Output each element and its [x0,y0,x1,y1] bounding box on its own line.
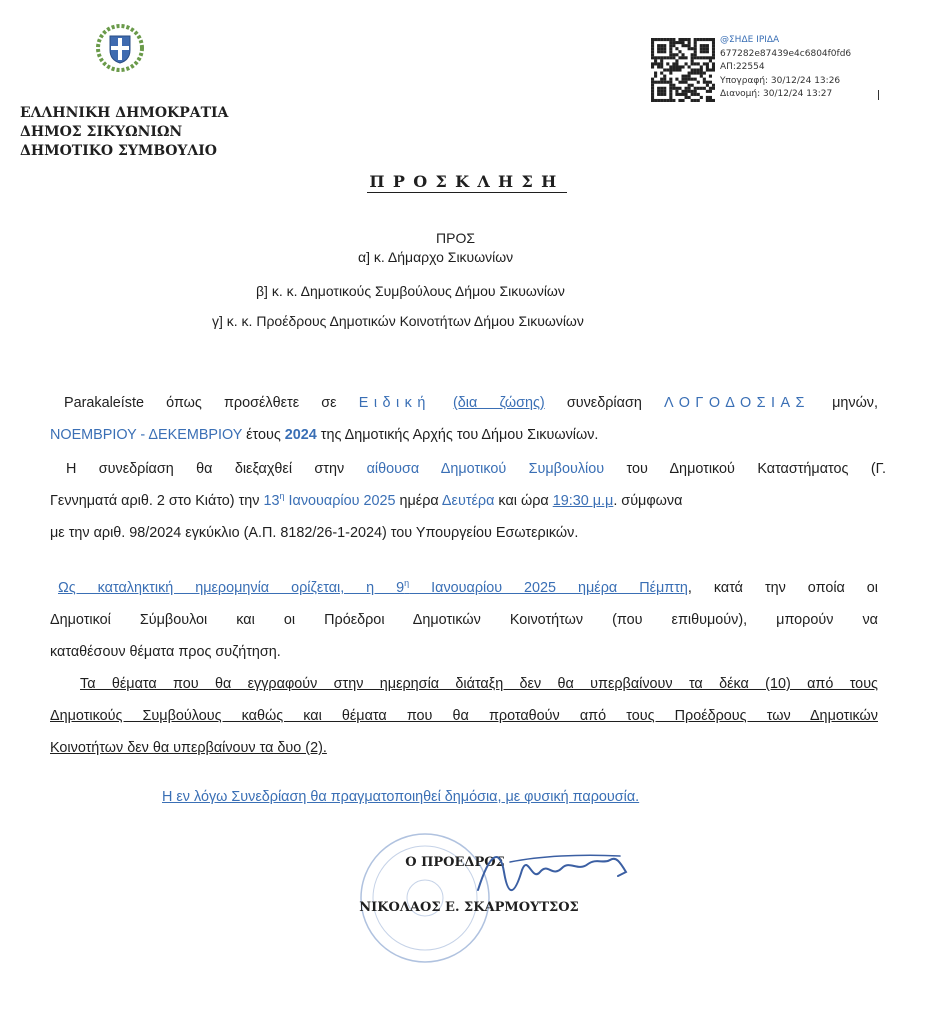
special-session: Ειδική [358,395,431,411]
paragraph-session [50,387,878,451]
irida-distributed: Διανομή: 30/12/24 13:27 [720,89,833,99]
public-session-note: Η εν λόγω Συνεδρίαση θα πραγματοποιηθεί δημόσια, με φυσική παρουσία. [162,789,640,805]
p1-text-5: της Δημοτικής Αρχής του Δήμου Σικυωνίων. [316,427,599,443]
weekday: Δευτέρα [441,493,495,509]
p1-text-3: μηνών, [809,395,879,411]
signatory-role: Ο ΠΡΟΕΔΡΟΣ [405,855,505,870]
accountability-label: ΛΟΓΟΔΟΣΙΑΣ [663,395,810,411]
year: 2024 [284,427,317,443]
recipient-a: α] κ. Δήμαρχο Σικυωνίων [358,249,514,265]
issuer-block [20,104,228,161]
date-day: 13 [263,493,280,509]
irida-header: @ΣΗΔΕ ΙΡΙΔΑ [720,35,780,45]
page-title: ΠΡΟΣΚΛΗΣΗ [369,172,565,191]
p1-text-1: Parakaleíste όπως προσέλθετε σε [64,395,359,411]
irida-protocol: ΑΠ:22554 [720,62,765,72]
signatory-name: ΝΙΚΟΛΑΟΣ Ε. ΣΚΑΡΜΟΥΤΣΟΣ [359,900,579,915]
venue-hall: αίθουσα Δημοτικού Συμβουλίου [366,461,605,477]
issuer-municipality: ΔΗΜΟΣ ΣΙΚΥΩΝΙΩΝ [20,124,183,140]
irida-hash: 677282e87439e4c6804f0fd6 [720,48,852,59]
handwritten-signature-icon [470,842,640,902]
p2-text-6: . σύμφωνα [613,493,683,509]
paragraph-venue [50,453,886,549]
paragraph-agenda-limits [50,668,878,764]
meeting-time: 19:30 μ.μ [552,493,614,509]
p3-text-3: καταθέσουν θέματα προς συζήτηση. [50,644,281,660]
p2-text-7: με την αριθ. 98/2024 εγκύκλιο (Α.Π. 8182/26-1-2024) του Υπουργείου Εσωτερικών. [50,525,579,541]
deadline-text: Ως καταληκτική ημερομηνία ορίζεται, η 9 [58,580,405,596]
p1-text-2: συνεδρίαση [544,395,664,411]
p4-line-1: Τα θέματα που θα εγγραφούν στην ημερησία διάταξη δεν θα υπερβαίνουν τα δέκα (10) από τους [80,676,878,692]
greek-emblem-icon [94,22,146,74]
paragraph-public [162,781,782,813]
margin-mark [878,90,879,100]
date-month: Ιανουαρίου 2025 [284,493,396,509]
irida-signed: Υπογραφή: 30/12/24 13:26 [720,75,841,86]
recipients-heading: ΠΡΟΣ [436,230,475,246]
qr-code-icon [651,38,715,102]
recipient-c: γ] κ. κ. Προέδρους Δημοτικών Κοινοτήτων Δήμου Σικυωνίων [212,313,584,329]
p4-line-2: Δημοτικούς Συμβούλους καθώς και θέματα που θα προταθούν από τους Προέδρους των Δημοτικών [50,708,878,724]
p3-text-1: , κατά την οποία οι [687,580,878,596]
months: ΝΟΕΜΒΡΙΟΥ - ΔΕΚΕΜΒΡΙΟΥ [50,427,243,443]
p4-line-3: Κοινοτήτων δεν θα υπερβαίνουν τα δυο (2). [50,740,327,756]
p3-text-2: Δημοτικοί Σύμβουλοι και οι Πρόεδροι Δημοτικών Κοινοτήτων (που επιθυμούν), μπορούν να [50,612,878,628]
deadline-date: Ιανουαρίου 2025 ημέρα Πέμπτη [409,580,688,596]
p1-text-4: έτους [242,427,285,443]
p2-text-1: Η συνεδρίαση θα διεξαχθεί στην [66,461,367,477]
p2-text-3: Γεννηματά αριθ. 2 στο Κιάτο) την [50,493,264,509]
issuer-state: ΕΛΛΗΝΙΚΗ ΔΗΜΟΚΡΑΤΙΑ [20,105,229,121]
in-person-note: (δια ζώσης) [452,395,545,411]
issuer-council: ΔΗΜΟΤΙΚΟ ΣΥΜΒΟΥΛΙΟ [20,143,218,159]
deadline-suffix: η [404,578,410,589]
paragraph-deadline [50,572,878,668]
irida-metadata [720,34,851,102]
p2-text-4: ημέρα [395,493,442,509]
p2-text-5: και ώρα [494,493,553,509]
p2-text-2: του Δημοτικού Καταστήματος (Γ. [604,461,886,477]
recipient-b: β] κ. κ. Δημοτικούς Συμβούλους Δήμου Σικυωνίων [256,283,565,299]
date-suffix: η [279,491,285,502]
